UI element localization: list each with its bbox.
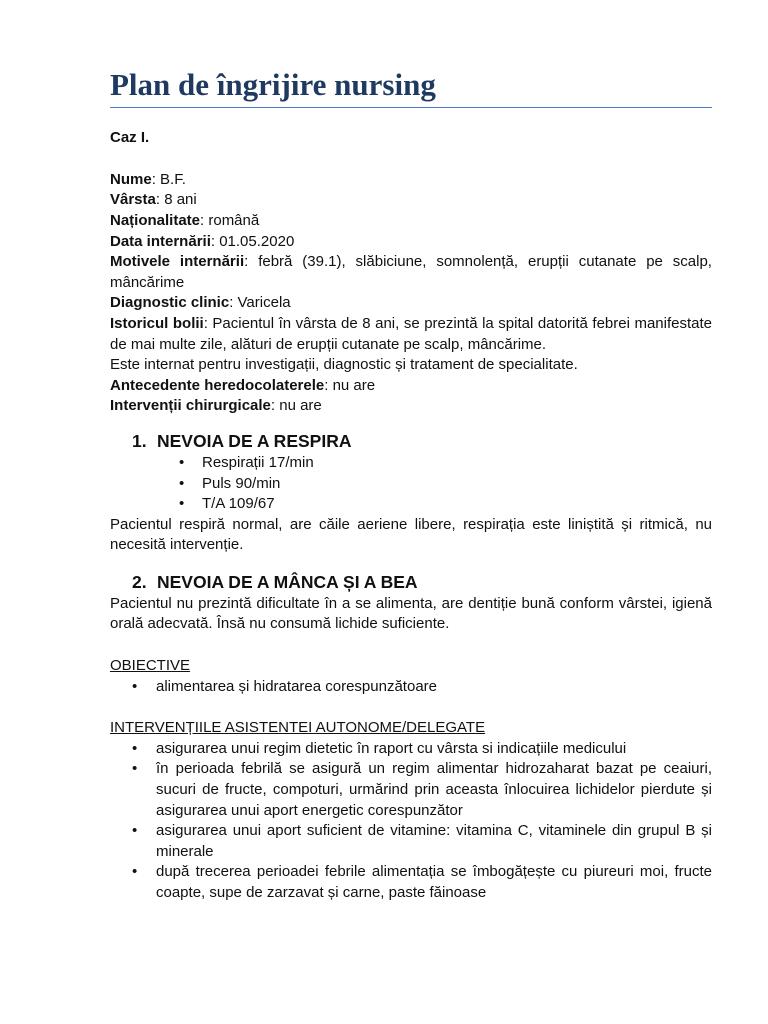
field-diagnostic: Diagnostic clinic: Varicela [110, 294, 291, 312]
list-item: • asigurarea unui regim dietetic în raport cu vârsta si indicațiile medicului [110, 739, 712, 760]
manca-text: Pacientul nu prezintă dificultate în a se alimenta, are dentiție bună conform vârstei, igienă orală adecvată. Însă nu consumă lichide suficiente. [110, 594, 712, 633]
list-item: • T/A 109/67 [110, 494, 712, 515]
field-antecedente: Antecedente heredocolaterele: nu are [110, 376, 376, 394]
list-item: • asigurarea unui aport suficient de vitamine: vitamina C, vitaminele din grupul B și minerale [110, 821, 712, 862]
vitals-list [110, 453, 712, 515]
page-title: Plan de îngrijire nursing [110, 66, 712, 108]
case-label: Caz I. [110, 129, 150, 147]
respira-text: Pacientul respiră normal, are căile aeriene libere, respirația este liniștită și ritmică, nu necesită intervenție. [110, 515, 712, 554]
list-item: • după trecerea perioadei febrile alimentația se îmbogățește cu piureuri moi, fructe coapte, supe de zarzavat și carne, paste făinoase [110, 862, 712, 903]
list-item: • în perioada febrilă se asigură un regim alimentar hidrozaharat bazat pe ceaiuri, sucuri de fructe, compoturi, urmărind prin aceasta înlocuirea lichidelor pierdute și asigurarea unui aport energetic corespunzător [110, 759, 712, 821]
field-motive: Motivele internării: febră (39.1), slăbiciune, somnolență, erupții cutanate pe scalp, mâncărime [110, 253, 712, 291]
field-nationalitate: Naționalitate: română [110, 211, 260, 229]
list-item: • Respirații 17/min [110, 453, 712, 474]
field-data-internarii: Data internării: 01.05.2020 [110, 232, 295, 250]
objectives-list [110, 677, 712, 698]
list-item: • Puls 90/min [110, 474, 712, 495]
objectives-heading: OBIECTIVE [110, 657, 191, 675]
interventions-list [110, 739, 712, 904]
list-item: • alimentarea și hidratarea corespunzătoare [110, 677, 712, 698]
field-interventii: Intervenții chirurgicale: nu are [110, 397, 322, 415]
field-nume: Nume: B.F. [110, 170, 186, 188]
field-istoric-cont: Este internat pentru investigații, diagnostic și tratament de specialitate. [110, 356, 578, 374]
document-page [110, 66, 712, 904]
interventions-heading: INTERVENȚIILE ASISTENTEI AUTONOME/DELEGATE [110, 719, 486, 737]
section-heading-manca: 2. NEVOIA DE A MÂNCA ȘI A BEA [132, 571, 418, 592]
field-istoric: Istoricul bolii: Pacientul în vârsta de 8 ani, se prezintă la spital datorită febrei manifestate de mai multe zile, alături de erupții cutanate pe scalp, mâncărime. [110, 314, 712, 353]
field-varsta: Vârsta: 8 ani [110, 191, 197, 209]
section-heading-respira: 1. NEVOIA DE A RESPIRA [132, 430, 352, 451]
